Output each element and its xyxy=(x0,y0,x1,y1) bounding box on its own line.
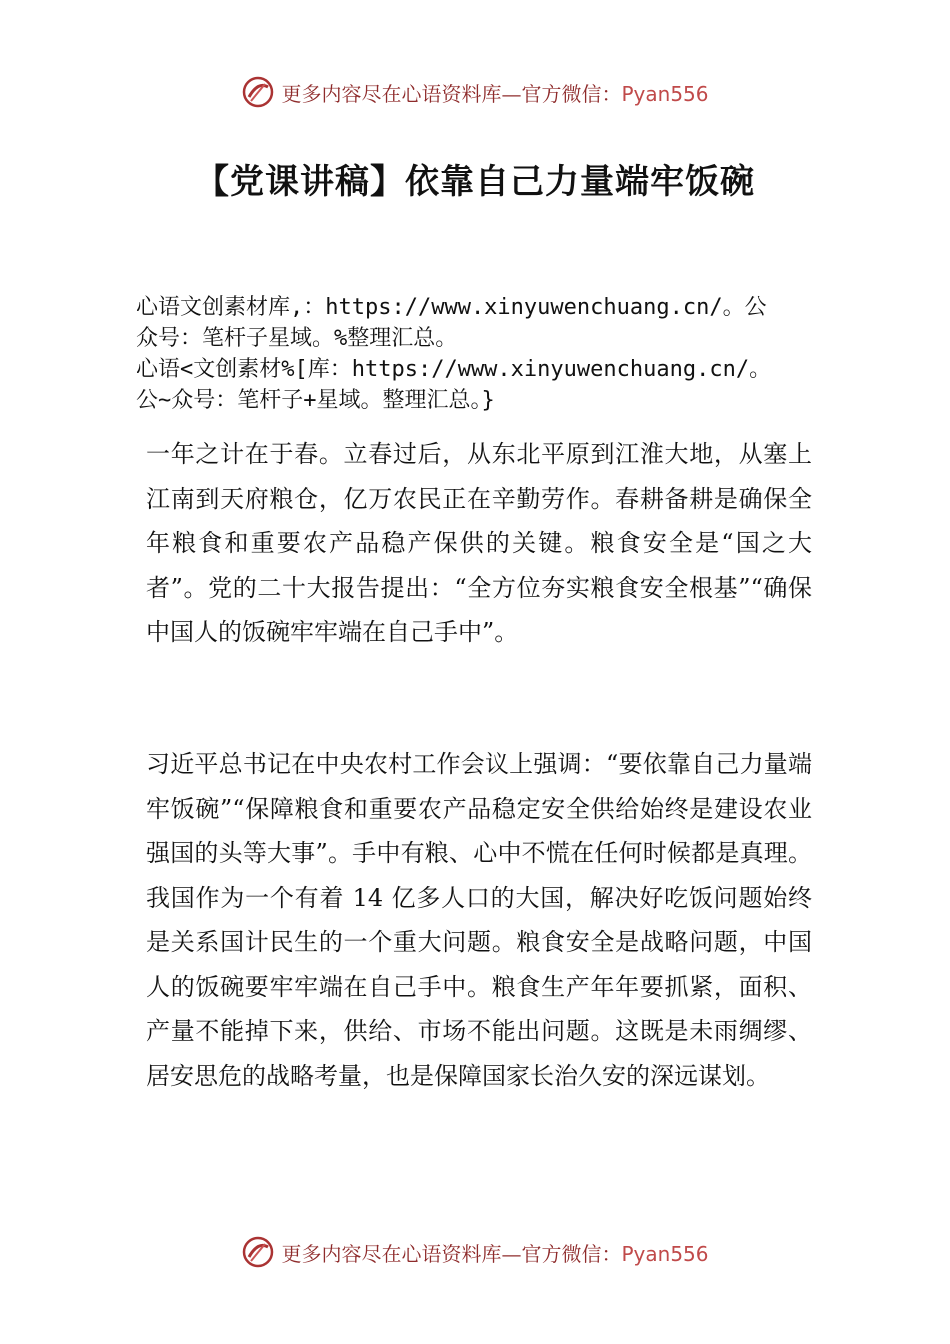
document-title: 【党课讲稿】依靠自己力量端牢饭碗 xyxy=(195,162,755,202)
source-line: 众号：笔杆子星域。%整理汇总。 xyxy=(136,326,458,351)
footer-wechat-id: Pyan556 xyxy=(621,1241,709,1266)
source-line: 公~众号：笔杆子+星域。整理汇总。} xyxy=(136,388,495,413)
logo-icon xyxy=(241,75,275,109)
footer-banner xyxy=(0,1232,950,1272)
source-notice xyxy=(136,292,836,416)
source-line: 心语<文创素材%[库：https://www.xinyuwenchuang.cn/。 xyxy=(136,357,772,382)
header-wechat-id: Pyan556 xyxy=(621,81,709,106)
paragraph-2: 习近平总书记在中央农村工作会议上强调：“要依靠自己力量端牢饭碗”“保障粮食和重要农产品稳定安全供给始终是建设农业强国的头等大事”。手中有粮、心中不慌在任何时候都是真理。我国作为一个有着 14 亿多人口的大国，解决好吃饭问题始终是关系国计民生的一个重大问题。粮食安全是战略问题，中国人的饭碗要牢牢端在自己手中。粮食生产年年要抓紧，面积、产量不能掉下来，供给、市场不能出问题。这既是未雨绸缪、居安思危的战略考量，也是保障国家长治久安的深远谋划。 xyxy=(146,750,812,1090)
header-banner xyxy=(0,72,950,112)
source-line: 心语文创素材库,：https://www.xinyuwenchuang.cn/。公 xyxy=(136,295,767,320)
paragraph-1: 一年之计在于春。立春过后，从东北平原到江淮大地，从塞上江南到天府粮仓，亿万农民正在辛勤劳作。春耕备耕是确保全年粮食和重要农产品稳产保供的关键。粮食安全是“国之大者”。党的二十大报告提出：“全方位夯实粮食安全根基”“确保中国人的饭碗牢牢端在自己手中”。 xyxy=(146,440,812,646)
logo-icon xyxy=(241,1235,275,1269)
footer-banner-text: 更多内容尽在心语资料库—官方微信：Pyan556 xyxy=(281,1241,709,1266)
header-banner-text: 更多内容尽在心语资料库—官方微信：Pyan556 xyxy=(281,81,709,106)
